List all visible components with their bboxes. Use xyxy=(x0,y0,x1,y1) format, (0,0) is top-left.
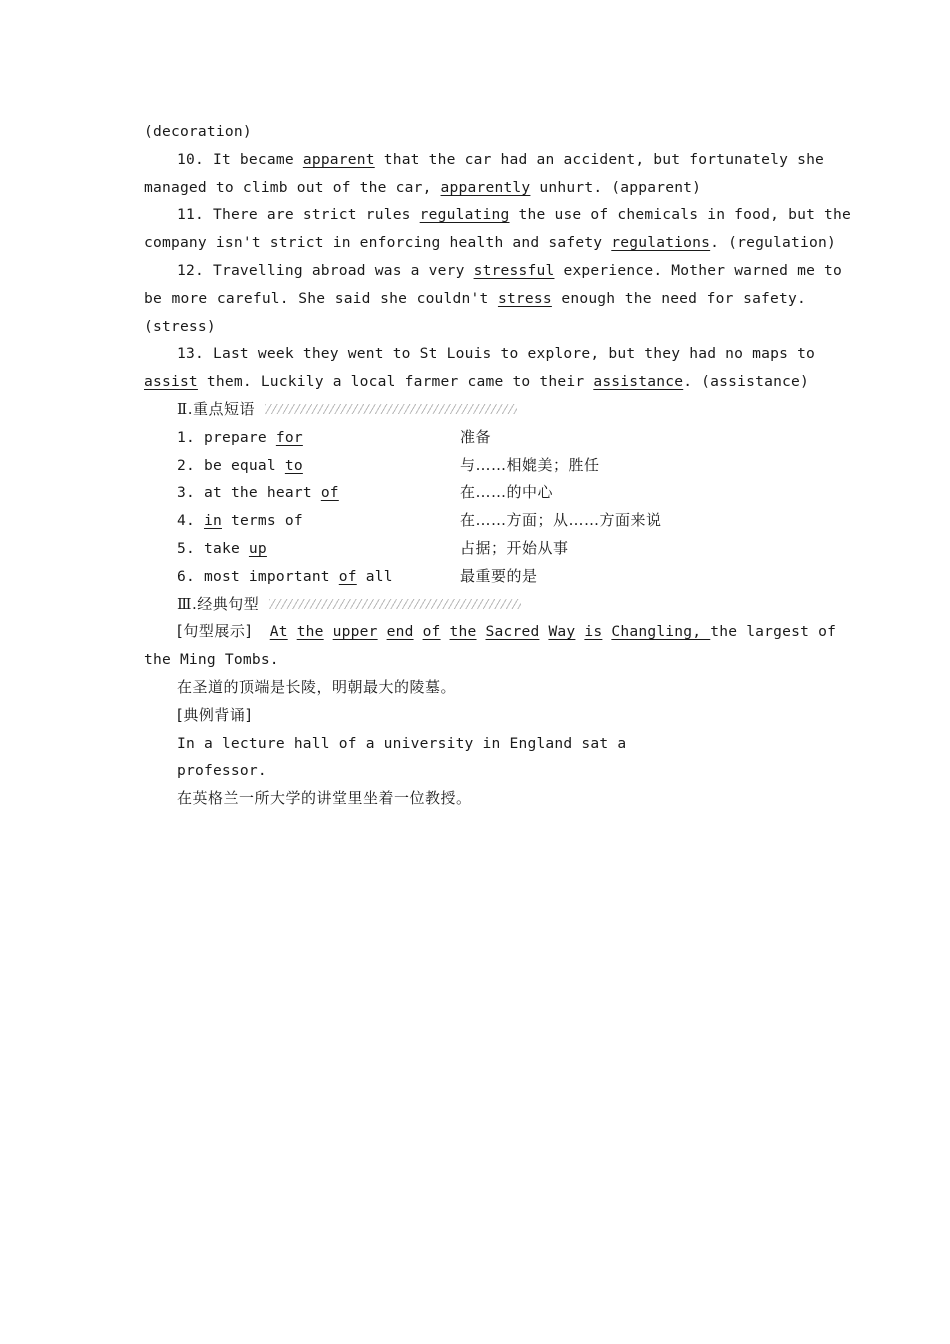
phrase-number: 1. xyxy=(177,428,195,446)
phrase-number: 2. xyxy=(177,456,195,474)
pattern-word: Way xyxy=(548,623,576,641)
text-run: company isn't strict in enforcing health and safety xyxy=(144,234,612,252)
answer-blank: for xyxy=(275,428,303,446)
pattern-word: Changling, xyxy=(611,623,711,641)
example-line-2 xyxy=(144,757,806,785)
exercise-number: 13. xyxy=(177,345,204,363)
phrase-number: 3. xyxy=(177,484,195,502)
phrase-english xyxy=(177,507,460,535)
exercise-number: 10. xyxy=(177,150,204,168)
exercise-12-line-2 xyxy=(144,285,806,313)
hatch-decoration xyxy=(265,404,517,414)
text-run: at the heart xyxy=(203,484,321,502)
answer-blank: apparent xyxy=(302,150,375,168)
phrase-list xyxy=(144,424,806,591)
answer-blank: assistance xyxy=(593,373,684,391)
answer-blank: apparently xyxy=(440,178,531,196)
phrase-meaning: 与……相媲美；胜任 xyxy=(460,455,600,474)
pattern-label: [句型展示] xyxy=(177,622,252,641)
answer-blank: stress xyxy=(497,289,552,307)
section-heading-key-phrases xyxy=(144,396,806,424)
text-run: take xyxy=(203,539,249,557)
phrase-row xyxy=(144,507,806,535)
exercise-10-line-1 xyxy=(144,146,825,174)
section-numeral: Ⅱ. xyxy=(177,399,193,418)
document-page xyxy=(144,118,852,813)
answer-blank: to xyxy=(284,456,303,474)
phrase-english xyxy=(177,424,460,452)
text-run: It became xyxy=(212,150,303,168)
exercise-12-line-3 xyxy=(144,313,806,341)
phrase-row xyxy=(144,535,806,563)
word-separator xyxy=(324,623,333,640)
answer-blank: in xyxy=(203,512,222,530)
text-run: . (regulation) xyxy=(710,234,836,252)
pattern-sentence xyxy=(270,623,711,640)
text-run: . (assistance) xyxy=(683,373,810,391)
word-separator xyxy=(441,623,450,640)
phrase-meaning: 占据；开始从事 xyxy=(460,538,569,557)
section-heading-classic-sentences xyxy=(144,591,806,619)
pattern-word: of xyxy=(422,623,441,641)
pattern-word: Sacred xyxy=(485,623,540,641)
text-run: most important xyxy=(203,567,339,585)
answer-blank: of xyxy=(320,484,339,502)
phrase-english xyxy=(177,452,460,480)
exercise-11-line-1 xyxy=(144,201,852,229)
text-run: Last week they went to St Louis to explore, but they had no maps to xyxy=(212,345,816,363)
pattern-word: the xyxy=(449,623,477,641)
phrase-row xyxy=(144,479,806,507)
section-title: 重点短语 xyxy=(192,399,255,418)
text-run: be equal xyxy=(203,456,285,474)
pattern-translation xyxy=(144,674,806,702)
phrase-number: 4. xyxy=(177,512,195,530)
answer-blank: stressful xyxy=(473,261,555,279)
phrase-english xyxy=(177,563,460,591)
example-translation xyxy=(144,785,806,813)
phrase-meaning: 准备 xyxy=(460,427,492,446)
phrase-english xyxy=(177,479,460,507)
text-run: managed to climb out of the car, xyxy=(144,178,441,196)
phrase-meaning: 在……方面；从……方面来说 xyxy=(460,511,662,530)
phrase-row xyxy=(144,424,806,452)
exercise-12-line-1 xyxy=(144,257,843,285)
text-run: enough the need for safety. xyxy=(551,289,806,307)
text-run: 在圣道的顶端是长陵，明朝最大的陵墓。 xyxy=(177,677,457,696)
text-run: unhurt. (apparent) xyxy=(530,178,702,196)
answer-hint: (stress) xyxy=(144,317,216,335)
answer-blank: assist xyxy=(144,373,198,391)
answer-blank: up xyxy=(248,539,267,557)
pattern-word: upper xyxy=(332,623,378,641)
text-run: the use of chemicals in food, but the xyxy=(509,206,852,224)
phrase-meaning: 在……的中心 xyxy=(460,483,554,502)
exercise-number: 12. xyxy=(177,261,204,279)
example-label: [典例背诵] xyxy=(177,705,252,724)
text-run: all xyxy=(356,567,393,585)
phrase-meaning: 最重要的是 xyxy=(460,566,538,585)
exercise-10-line-2 xyxy=(144,174,806,202)
example-line-1 xyxy=(144,730,806,758)
text-run: prepare xyxy=(203,428,276,446)
example-label-line xyxy=(144,702,806,730)
answer-hint: (decoration) xyxy=(144,123,252,140)
section-numeral: Ⅲ. xyxy=(177,594,198,613)
text-run: professor. xyxy=(177,762,267,780)
pattern-word: is xyxy=(584,623,603,641)
text-line xyxy=(144,118,806,146)
text-run: the Ming Tombs. xyxy=(144,651,279,669)
pattern-line-2 xyxy=(144,646,806,674)
phrase-row xyxy=(144,452,806,480)
text-run: them. Luckily a local farmer came to their xyxy=(197,373,594,391)
pattern-line-1 xyxy=(144,618,837,646)
pattern-word: At xyxy=(269,623,288,641)
answer-blank: regulating xyxy=(419,206,510,224)
text-run: be more careful. She said she couldn't xyxy=(144,289,498,307)
text-run: There are strict rules xyxy=(212,206,420,224)
text-run: experience. Mother warned me to xyxy=(554,261,843,279)
text-run: 在英格兰一所大学的讲堂里坐着一位教授。 xyxy=(177,789,472,808)
text-run: the largest of xyxy=(710,623,837,641)
phrase-english xyxy=(177,535,460,563)
exercise-11-line-2 xyxy=(144,229,836,257)
text-run: terms of xyxy=(221,512,303,530)
exercise-13-line-2 xyxy=(144,368,810,396)
answer-blank: of xyxy=(338,567,357,585)
answer-blank: regulations xyxy=(611,234,711,252)
word-separator xyxy=(288,623,297,640)
section-title: 经典句型 xyxy=(197,594,260,613)
text-run: Travelling abroad was a very xyxy=(212,261,474,279)
text-run: that the car had an accident, but fortunately she xyxy=(374,150,825,168)
word-separator xyxy=(477,623,486,640)
pattern-word: the xyxy=(296,623,324,641)
phrase-number: 5. xyxy=(177,539,195,557)
phrase-row xyxy=(144,563,806,591)
text-run: In a lecture hall of a university in England sat a xyxy=(177,734,627,752)
phrase-number: 6. xyxy=(177,567,195,585)
word-separator xyxy=(378,623,387,640)
word-separator xyxy=(414,623,423,640)
hatch-decoration xyxy=(269,599,521,609)
pattern-word: end xyxy=(386,623,414,641)
exercise-number: 11. xyxy=(177,206,204,224)
exercise-13-line-1 xyxy=(144,340,816,368)
